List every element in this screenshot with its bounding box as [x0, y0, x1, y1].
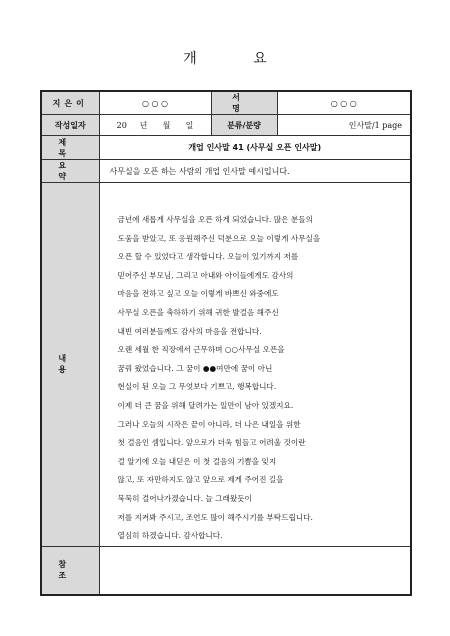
date-year-unit: 년 — [139, 120, 148, 130]
date-row — [41, 115, 411, 136]
author-value[interactable]: ○ ○ ○ — [99, 91, 211, 115]
date-day-unit: 일 — [185, 120, 194, 130]
subject-row — [41, 136, 411, 160]
content-line: 이제 더 큰 꿈을 위해 달려가는 일만이 남아 있겠지요. — [117, 400, 294, 410]
content-line: 사무실 오픈을 축하하기 위해 귀한 발걸음 해주신 — [117, 307, 279, 317]
overview-form-table — [40, 90, 412, 596]
author-row — [41, 91, 411, 115]
content-line: 걸 알기에 오늘 내딛은 이 첫 걸음의 기쁨을 잊지 — [117, 456, 277, 466]
content-line: 꿈꿔 왔었습니다. 그 꿈이 ●●여만에 꿈이 아닌 — [117, 363, 273, 373]
date-year: 20 — [116, 120, 127, 130]
content-line: 현실이 된 오늘 그 무엇보다 기쁘고, 행복합니다. — [117, 382, 277, 392]
reference-value[interactable] — [99, 546, 411, 595]
category-value[interactable]: 인사말/1 page — [277, 115, 411, 136]
author-label: 지은이 — [41, 91, 99, 115]
reference-label: 참 조 — [41, 546, 99, 595]
content-line: 도움을 받았고, 또 응원해주신 덕분으로 오늘 이렇게 사무실을 — [117, 233, 321, 243]
summary-value[interactable]: 사무실을 오픈 하는 사람의 개업 인사말 예시입니다. — [99, 160, 411, 183]
content-line: 열심히 하겠습니다. 감사합니다. — [117, 531, 223, 541]
content-line: 묵묵히 걸어나가겠습니다. 늘 그래왔듯이 — [117, 493, 252, 503]
date-label: 작성일자 — [41, 115, 99, 136]
date-month-unit: 월 — [162, 120, 171, 130]
category-label: 분류/분량 — [211, 115, 277, 136]
content-body[interactable] — [99, 183, 411, 547]
content-line: 않고, 또 자만하지도 않고 앞으로 제게 주어진 길을 — [117, 475, 284, 485]
signature-value[interactable]: ○ ○ ○ — [277, 91, 411, 115]
reference-row — [41, 546, 411, 595]
content-line: 그러나 오늘의 시작은 끝이 아니라, 더 나은 내일을 위한 — [117, 419, 301, 429]
date-value[interactable] — [99, 115, 211, 136]
summary-row — [41, 160, 411, 183]
content-line: 내빈 여러분들께도 감사의 마음을 전합니다. — [117, 326, 262, 336]
content-row — [41, 183, 411, 547]
content-line: 첫 걸음인 셈입니다. 앞으로가 더욱 힘들고 어려울 것이란 — [117, 438, 306, 448]
content-line: 저를 지켜봐 주시고, 조언도 많이 해주시기를 부탁드립니다. — [117, 512, 313, 522]
content-paragraph — [118, 211, 399, 546]
content-line: 마음을 전하고 싶고 오늘 이렇게 바쁘신 와중에도 — [117, 289, 279, 299]
content-line: 오픈 할 수 있었다고 생각합니다. 오늘이 있기까지 저를 — [117, 252, 299, 262]
subject-label: 제 목 — [41, 136, 99, 160]
signature-label: 서 명 — [211, 91, 277, 115]
summary-label: 요 약 — [41, 160, 99, 183]
content-label: 내 용 — [41, 183, 99, 547]
content-line: 믿어주신 부모님, 그리고 아내와 아이들에게도 감사의 — [117, 270, 294, 280]
content-line: 금년에 새롭게 사무실을 오픈 하게 되었습니다. 많은 분들의 — [117, 215, 313, 224]
subject-value[interactable]: 개업 인사말 41 (사무실 오픈 인사말) — [99, 136, 411, 160]
page-title: 개 요 — [183, 51, 293, 67]
content-line: 오랜 세월 한 직장에서 근무하며 ○○사무실 오픈을 — [117, 345, 285, 355]
